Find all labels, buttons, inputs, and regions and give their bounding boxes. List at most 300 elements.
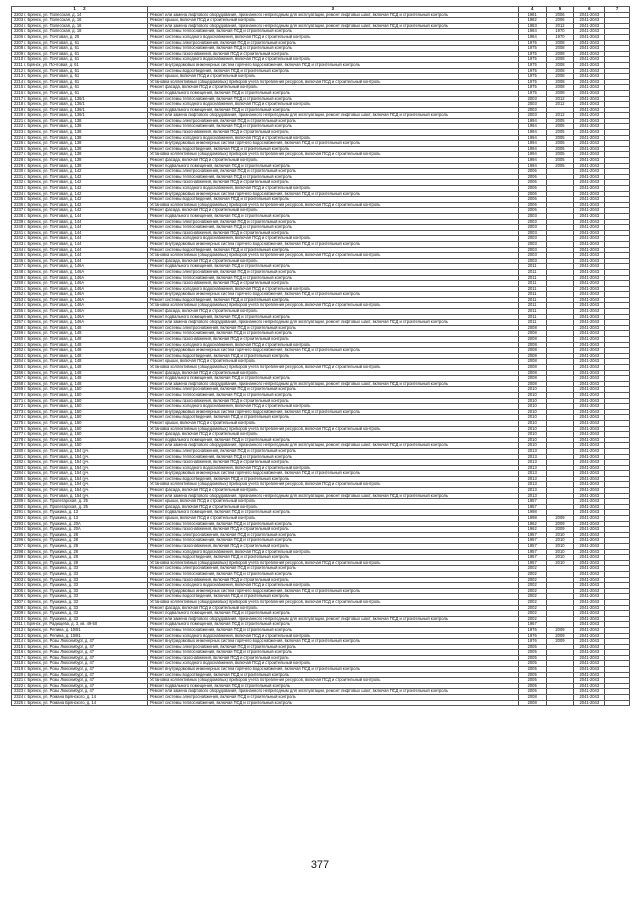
planned-period-cell: 2041-2043 [574, 275, 605, 281]
year-built-cell: 2005 [518, 672, 546, 678]
year-built-cell: 1998 [518, 516, 546, 522]
row-number: 2221 [14, 118, 24, 123]
work-type-cell: Ремонт системы электроснабжения, включая ПСД и строительный контроль [147, 40, 518, 46]
planned-period-cell: 2041-2043 [574, 566, 605, 572]
planned-period-cell: 2041-2043 [574, 169, 605, 175]
year-built-cell: 2003 [518, 253, 546, 259]
year-built-cell: 1994 [518, 146, 546, 152]
address: г. Брянск, ул. Розы Люксембург, д. 47 [24, 660, 95, 666]
address: г. Брянск, ул. Почтовая, д. 136/1 [24, 101, 85, 107]
work-type-cell: Ремонт системы теплоснабжения, включая ПСД и строительный контроль [147, 331, 518, 337]
last-repair-year-cell: 2005 [546, 130, 574, 136]
work-type-cell: Ремонт системы газоснабжения, включая ПСД и строительный контроль [147, 527, 518, 533]
planned-period-cell: 2041-2043 [574, 689, 605, 695]
row-number: 2228 [14, 157, 24, 163]
work-type-cell: Ремонт системы холодного водоснабжения, включая ПСД и строительный контроль [147, 236, 518, 242]
address: г. Брянск, ул. Почтовая, д. 61 [23, 62, 79, 67]
row-number: 2204 [14, 23, 24, 28]
row-number: 2318 [14, 660, 24, 666]
last-repair-year-cell: 2008 [546, 74, 574, 80]
address: г. Брянск, ул. Почтовая, д. 144 [24, 219, 82, 224]
row-number: 2213 [14, 73, 24, 79]
address: г. Брянск, ул. Почтовая, д. 138 [24, 118, 82, 123]
work-type-cell: Ремонт системы теплоснабжения, включая ПСД и строительный контроль [147, 225, 518, 231]
year-built-cell: 2003 [518, 230, 546, 236]
address: г. Брянск, ул. Почтовая, д. 150 [24, 386, 82, 392]
row-number: 2314 [14, 638, 24, 644]
row-number: 2254 [14, 302, 24, 308]
work-type-cell: Ремонт системы электроснабжения, включая ПСД и строительный контроль [147, 269, 518, 275]
work-type-cell: Ремонт внутридомовых инженерных систем горячего водоснабжения, включая ПСД и строительный контроль [147, 588, 518, 594]
planned-period-cell: 2041-2043 [574, 236, 605, 242]
work-type-cell: Ремонт системы холодного водоснабжения, включая ПСД и строительный контроль [147, 135, 518, 141]
address: г. Брянск, ул. Почтовая, д. 154 (уч. [24, 459, 90, 465]
address: г. Брянск, ул. Почтовая, д. 150 [24, 414, 82, 420]
last-repair-year-cell: 2009 [546, 521, 574, 527]
work-type-cell: Ремонт системы теплоснабжения, включая ПСД и строительный контроль [147, 392, 518, 398]
year-built-cell: 2002 [518, 599, 546, 605]
work-type-cell: Ремонт системы водоотведения, включая ПСД и строительный контроль [147, 594, 518, 600]
year-built-cell: 1984 [518, 34, 546, 40]
planned-period-cell: 2041-2043 [574, 124, 605, 130]
last-repair-year-cell: 2009 [546, 627, 574, 633]
work-type-cell: Ремонт внутридомовых инженерных систем горячего водоснабжения, включая ПСД и строительный контроль [147, 62, 518, 68]
row-number: 2291 [14, 509, 24, 515]
work-type-cell: Ремонт крыши, включая ПСД и строительный контроль [147, 420, 518, 426]
year-built-cell: 2003 [518, 241, 546, 247]
address: г. Брянск, ул. Романа Брянского, д. 14 [24, 694, 96, 700]
year-built-cell: 1994 [518, 163, 546, 169]
planned-period-cell: 2041-2043 [574, 544, 605, 550]
work-type-cell: Ремонт системы холодного водоснабжения, включая ПСД и строительный контроль [147, 549, 518, 555]
last-repair-year-cell: 2005 [546, 118, 574, 124]
row-number: 2247 [14, 263, 24, 269]
planned-period-cell: 2041-2043 [574, 40, 605, 46]
row-number: 2272 [14, 403, 24, 409]
address: г. Брянск, ул. Почтовая, д. 154 (уч. [24, 454, 90, 459]
work-type-cell: Ремонт или замена лифтового оборудования, признанного непригодным для эксплуатации, ремонт лифтовых шахт, включая ПСД и строительный контроль [147, 443, 518, 449]
year-built-cell: 1957 [518, 544, 546, 550]
year-built-cell: 2011 [518, 281, 546, 287]
row-number: 2231 [14, 174, 24, 179]
planned-period-cell: 2041-2043 [574, 46, 605, 52]
work-type-cell: Ремонт подвального помещения, включая ПСД и строительный контроль [147, 611, 518, 617]
row-number: 2281 [14, 454, 24, 459]
row-number: 2290 [14, 504, 24, 509]
row-number: 2321 [14, 677, 24, 683]
planned-period-cell: 2041-2043 [574, 555, 605, 561]
work-type-cell: Ремонт системы электроснабжения, включая ПСД и строительный контроль [147, 644, 518, 650]
row-number: 2305 [14, 588, 24, 593]
year-built-cell: 1984 [518, 29, 546, 35]
planned-period-cell: 2041-2043 [574, 309, 605, 315]
planned-period-cell: 2041-2043 [574, 68, 605, 74]
year-built-cell: 1975 [518, 79, 546, 85]
row-number: 2226 [14, 146, 24, 151]
address: г. Брянск, ул. Почтовая, д. 146А [24, 302, 85, 308]
address: г. Брянск, ул. Почтовая, д. 138 [24, 129, 82, 135]
work-type-cell: Ремонт внутридомовых инженерных систем горячего водоснабжения, включая ПСД и строительный контроль [147, 141, 518, 147]
work-type-cell: Ремонт подвального помещения, включая ПСД и строительный контроль [147, 107, 518, 113]
last-repair-year-cell: 2009 [546, 639, 574, 645]
row-number: 2287 [14, 487, 24, 493]
year-built-cell: 2008 [518, 370, 546, 376]
address: г. Брянск, ул. Почтовая, д. 144 [24, 258, 82, 263]
year-built-cell: 1957 [518, 549, 546, 555]
planned-period-cell: 2041-2043 [574, 57, 605, 63]
year-built-cell: 1994 [518, 141, 546, 147]
work-type-cell: Ремонт системы газоснабжения, включая ПСД и строительный контроль [147, 230, 518, 236]
last-repair-year-cell: 2008 [546, 40, 574, 46]
row-number: 2235 [14, 196, 24, 202]
planned-period-cell: 2041-2043 [574, 683, 605, 689]
address: г. Брянск, ул. Пролетарская, д. 25 [24, 498, 88, 504]
planned-period-cell: 2041-2043 [574, 320, 605, 326]
planned-period-cell: 2041-2043 [574, 102, 605, 108]
year-built-cell: 2003 [518, 113, 546, 119]
address: г. Брянск, ул. Почтовая, д. 154 (уч. [24, 448, 90, 453]
row-number: 2284 [14, 470, 24, 476]
address: г. Брянск, ул. Почтовая, д. 146А [24, 275, 85, 280]
planned-period-cell: 2041-2043 [574, 482, 605, 488]
address: г. Брянск, ул. Почтовая, д. 61 [24, 79, 80, 84]
work-type-cell: Установка коллективных (общедомовых) приборов учета потребления ресурсов, включая ПСД и строительный контроль [147, 482, 518, 488]
row-number: 2316 [14, 649, 24, 655]
row-number: 2258 [14, 325, 24, 330]
address: г. Брянск, ул. Пушкина, д. 28 [24, 554, 79, 560]
work-type-cell: Ремонт системы холодного водоснабжения, включая ПСД и строительный контроль [147, 404, 518, 410]
address: г. Брянск, ул. Розы Люксембург, д. 47 [24, 677, 95, 683]
work-type-cell: Ремонт фасада, включая ПСД и строительный контроль [147, 85, 518, 91]
last-repair-year-cell: 2010 [546, 549, 574, 555]
row-number: 2277 [14, 431, 24, 437]
work-type-cell: Ремонт системы водоотведения, включая ПСД и строительный контроль [147, 415, 518, 421]
address: г. Брянск, ул. Почтовая, д. 154 (уч. [24, 487, 90, 493]
year-built-cell: 2008 [518, 337, 546, 343]
work-type-cell: Ремонт системы водоотведения, включая ПСД и строительный контроль [147, 68, 518, 74]
address: г. Брянск, ул. Почтовая, д. 150 [24, 437, 82, 442]
planned-period-cell: 2041-2043 [574, 639, 605, 645]
work-type-cell: Ремонт фасада, включая ПСД и строительный контроль [147, 504, 518, 510]
year-built-cell: 2005 [518, 678, 546, 684]
planned-period-cell: 2041-2043 [574, 454, 605, 460]
planned-period-cell: 2041-2043 [574, 577, 605, 583]
address: г. Брянск, ул. Розы Люксембург, д. 47 [24, 666, 95, 672]
planned-period-cell: 2041-2043 [574, 96, 605, 102]
work-type-cell: Ремонт крыши, включая ПСД и строительный контроль [147, 499, 518, 505]
planned-period-cell: 2041-2043 [574, 516, 605, 522]
planned-period-cell: 2041-2043 [574, 611, 605, 617]
address: г. Брянск, ул. Почтовая, д. 150 [24, 431, 82, 437]
year-built-cell: 2002 [518, 605, 546, 611]
row-number: 2299 [14, 554, 24, 560]
work-type-cell: Ремонт подвального помещения, включая ПСД и строительный контроль [147, 437, 518, 443]
planned-period-cell: 2041-2043 [574, 208, 605, 214]
work-type-cell: Ремонт или замена лифтового оборудования, признанного непригодным для эксплуатации, ремонт лифтовых шахт, включая ПСД и строительный контроль [147, 689, 518, 695]
planned-period-cell: 2041-2043 [574, 404, 605, 410]
address: г. Брянск, ул. Радищева, д. 3, кв. 49-50 [23, 621, 98, 627]
year-built-cell: 2011 [518, 292, 546, 298]
year-built-cell: 2003 [518, 213, 546, 219]
address: г. Брянск, ул. Почтовая, д. 138 [24, 157, 82, 163]
planned-period-cell: 2041-2043 [574, 667, 605, 673]
address: г. Брянск, ул. Пушкина, д. 33 [24, 599, 79, 604]
planned-period-cell: 2041-2043 [574, 633, 605, 639]
work-type-cell: Ремонт системы газоснабжения, включая ПСД и строительный контроль [147, 180, 518, 186]
work-type-cell: Ремонт системы холодного водоснабжения, включая ПСД и строительный контроль [147, 102, 518, 108]
row-number: 2260 [14, 336, 24, 342]
work-type-cell: Установка коллективных (общедомовых) приборов учета потребления ресурсов, включая ПСД и строительный контроль [147, 678, 518, 684]
year-built-cell: 1975 [518, 85, 546, 91]
year-built-cell: 1962 [518, 521, 546, 527]
address: г. Брянск, ул. Почтовая, д. 150 [24, 392, 82, 397]
year-built-cell: 2010 [518, 392, 546, 398]
row-number: 2208 [14, 45, 24, 51]
row-number: 2268 [14, 381, 24, 386]
year-built-cell: 2003 [518, 225, 546, 231]
last-repair-year-cell: 2012 [546, 113, 574, 119]
last-repair-year-cell: 2005 [546, 146, 574, 152]
row-number: 2222 [14, 123, 24, 129]
year-built-cell: 2006 [518, 174, 546, 180]
work-type-cell: Ремонт системы водоотведения, включая ПСД и строительный контроль [147, 197, 518, 203]
address: г. Брянск, ул. Почтовая, д. 142 [24, 185, 82, 190]
address: г. Брянск, ул. Почтовая, д. 148 [24, 336, 82, 342]
row-number: 2215 [14, 84, 24, 90]
planned-period-cell: 2041-2043 [574, 180, 605, 186]
row-number: 2283 [14, 465, 24, 470]
work-type-cell: Ремонт подвального помещения, включая ПСД и строительный контроль [147, 90, 518, 96]
year-built-cell: 2003 [518, 247, 546, 253]
address: г. Брянск, ул. Почтовая, д. 154 (уч. [24, 476, 90, 481]
address: г. Брянск, ул. Репина, д. 10/81 [24, 627, 81, 632]
row-number: 2217 [14, 96, 24, 101]
row-number: 2303 [14, 577, 24, 582]
address: г. Брянск, ул. Почтовая, д. 148 [24, 325, 82, 330]
year-built-cell: 2010 [518, 415, 546, 421]
address: г. Брянск, ул. Пушкина, д. 13 [24, 509, 79, 515]
planned-period-cell: 2041-2043 [574, 18, 605, 24]
row-number: 2242 [14, 235, 24, 241]
work-type-cell: Ремонт подвального помещения, включая ПСД и строительный контроль [147, 510, 518, 516]
address: г. Брянск, ул. Розы Люксембург, д. 47 [24, 672, 95, 677]
year-built-cell: 1957 [518, 555, 546, 561]
year-built-cell: 2005 [518, 655, 546, 661]
address: г. Брянск, ул. Почтовая, д. 144 [24, 224, 82, 230]
address: г. Брянск, ул. Почтовая, д. 150 [24, 409, 82, 414]
last-repair-year-cell: 2008 [546, 51, 574, 57]
address: г. Брянск, ул. Почтовая, д. 138 [24, 135, 82, 140]
planned-period-cell: 2041-2043 [574, 426, 605, 432]
year-built-cell: 2002 [518, 611, 546, 617]
planned-period-cell: 2041-2043 [574, 415, 605, 421]
year-built-cell: 2003 [518, 236, 546, 242]
planned-period-cell: 2041-2043 [574, 281, 605, 287]
header-col-5: 5 [546, 7, 574, 13]
address: г. Брянск, ул. Почтовая, д. 150 [24, 403, 82, 409]
address: г. Брянск, ул. Пушкина, д. 33 [24, 588, 79, 593]
year-built-cell: 2006 [518, 186, 546, 192]
address: г. Брянск, ул. Репина, д. 10/81 [24, 633, 81, 638]
year-built-cell: 2002 [518, 616, 546, 622]
year-built-cell: 2008 [518, 353, 546, 359]
planned-period-cell: 2041-2043 [574, 627, 605, 633]
work-type-cell: Ремонт системы газоснабжения, включая ПСД и строительный контроль [147, 51, 518, 57]
planned-period-cell: 2041-2043 [574, 599, 605, 605]
planned-period-cell: 2041-2043 [574, 197, 605, 203]
planned-period-cell: 2041-2043 [574, 504, 605, 510]
address: г. Брянск, ул. Почтовая, д. 142 [24, 202, 82, 207]
last-repair-year-cell: 2010 [546, 538, 574, 544]
planned-period-cell: 2041-2043 [574, 12, 605, 18]
last-repair-year-cell: 2008 [546, 85, 574, 91]
address: г. Брянск, ул. Пушкина, д. 33 [24, 565, 79, 571]
work-type-cell: Ремонт подвального помещения, включая ПСД и строительный контроль [147, 683, 518, 689]
planned-period-cell: 2041-2043 [574, 443, 605, 449]
work-type-cell: Ремонт подвального помещения, включая ПСД и строительный контроль [147, 264, 518, 270]
year-built-cell: 2013 [518, 488, 546, 494]
planned-period-cell: 2041-2043 [574, 113, 605, 119]
planned-period-cell: 2041-2043 [574, 292, 605, 298]
work-type-cell: Ремонт системы газоснабжения, включая ПСД и строительный контроль [147, 544, 518, 550]
planned-period-cell: 2041-2043 [574, 376, 605, 382]
address: г. Брянск, ул. Почтовая, д. 150 [24, 426, 82, 431]
planned-period-cell: 2041-2043 [574, 23, 605, 29]
planned-period-cell: 2041-2043 [574, 85, 605, 91]
year-built-cell: 1976 [518, 633, 546, 639]
planned-period-cell: 2041-2043 [574, 141, 605, 147]
planned-period-cell: 2041-2043 [574, 527, 605, 533]
year-built-cell: 2005 [518, 644, 546, 650]
work-type-cell: Ремонт системы теплоснабжения, включая ПСД и строительный контроль [147, 454, 518, 460]
work-type-cell: Ремонт системы водоотведения, включая ПСД и строительный контроль [147, 672, 518, 678]
year-built-cell: 2011 [518, 314, 546, 320]
last-repair-year-cell: 2010 [546, 555, 574, 561]
planned-period-cell: 2041-2043 [574, 409, 605, 415]
address: г. Брянск, ул. Почтовая, д. 148 [24, 364, 82, 369]
row-number: 2308 [14, 605, 24, 610]
work-type-cell: Установка коллективных (общедомовых) приборов учета потребления ресурсов, включая ПСД и строительный контроль [147, 599, 518, 605]
planned-period-cell: 2041-2043 [574, 538, 605, 544]
work-type-cell: Ремонт фасада, включая ПСД и строительный контроль [147, 258, 518, 264]
row-number: 2324 [14, 694, 24, 700]
year-built-cell: 2010 [518, 426, 546, 432]
work-type-cell: Ремонт системы теплоснабжения, включая ПСД и строительный контроль [147, 650, 518, 656]
year-built-cell: 1957 [518, 538, 546, 544]
row-number: 2241 [14, 230, 24, 235]
planned-period-cell: 2041-2043 [574, 174, 605, 180]
year-built-cell: 2002 [518, 594, 546, 600]
work-type-cell: Ремонт системы водоотведения, включая ПСД и строительный контроль [147, 555, 518, 561]
year-built-cell: 2002 [518, 588, 546, 594]
address: г. Брянск, ул. Пушкина, д. 33 [24, 577, 79, 582]
row-number: 2280 [14, 448, 24, 453]
row-number: 2216 [14, 90, 24, 95]
address: г. Брянск, ул. Почтовая, д. 142 [24, 179, 82, 185]
row-number-address-cell [12, 700, 148, 706]
address: г. Брянск, ул. Почтовая, д. 142 [24, 168, 82, 174]
planned-period-cell: 2041-2043 [574, 432, 605, 438]
address: г. Брянск, ул. Почтовая, д. 61 [24, 90, 80, 95]
last-repair-year-cell: 2005 [546, 141, 574, 147]
planned-period-cell: 2041-2043 [574, 588, 605, 594]
address: г. Брянск, ул. Пушкина, д. 33 [24, 571, 79, 576]
planned-period-cell: 2041-2043 [574, 118, 605, 124]
year-built-cell: 2005 [518, 667, 546, 673]
planned-period-cell: 2041-2043 [574, 152, 605, 158]
row-number: 2219 [14, 107, 24, 112]
row-number: 2250 [14, 280, 24, 286]
row-number: 2269 [14, 386, 24, 392]
row-number: 2233 [14, 185, 24, 190]
work-type-cell: Ремонт системы холодного водоснабжения, включая ПСД и строительный контроль [147, 57, 518, 63]
address: г. Брянск, ул. Почтовая, д. 61 [24, 84, 80, 90]
work-type-cell: Ремонт системы холодного водоснабжения, включая ПСД и строительный контроль [147, 34, 518, 40]
planned-period-cell: 2041-2043 [574, 549, 605, 555]
planned-period-cell: 2041-2043 [574, 342, 605, 348]
year-built-cell: 2010 [518, 437, 546, 443]
work-type-cell: Ремонт системы водоотведения, включая ПСД и строительный контроль [147, 247, 518, 253]
last-repair-year-cell: 2009 [546, 516, 574, 522]
row-number: 2296 [14, 537, 24, 543]
address: г. Брянск, ул. Розы Люксембург, д. 47 [24, 644, 95, 649]
row-number: 2279 [14, 442, 24, 448]
row-number: 2302 [14, 571, 24, 576]
year-built-cell: 2005 [518, 650, 546, 656]
address: г. Брянск, ул. Почтовая, д. 146А [24, 319, 85, 325]
year-built-cell: 2003 [518, 102, 546, 108]
row-number: 2245 [14, 252, 24, 258]
row-number: 2249 [14, 275, 24, 280]
planned-period-cell: 2041-2043 [574, 303, 605, 309]
planned-period-cell: 2041-2043 [574, 622, 605, 628]
last-repair-year-cell: 2008 [546, 68, 574, 74]
header-col-6: 6 [574, 7, 605, 13]
year-built-cell: 2011 [518, 303, 546, 309]
address: г. Брянск, ул. Почтовая, д. 138 [24, 146, 82, 151]
work-type-cell: Ремонт или замена лифтового оборудования, признанного непригодным для эксплуатации, ремонт лифтовых шахт, включая ПСД и строительный контроль [147, 616, 518, 622]
last-repair-year-cell: 2005 [546, 158, 574, 164]
row-number: 2275 [14, 420, 24, 425]
row-number: 2244 [14, 247, 24, 252]
address: г. Брянск, ул. Почтовая, д. 150 [24, 420, 82, 425]
row-number: 2285 [14, 476, 24, 481]
planned-period-cell: 2041-2043 [574, 616, 605, 622]
row-number: 2251 [14, 286, 24, 291]
year-built-cell: 2008 [518, 331, 546, 337]
row-number: 2310 [14, 616, 24, 621]
work-type-cell: Ремонт системы газоснабжения, включая ПСД и строительный контроль [147, 655, 518, 661]
planned-period-cell: 2041-2043 [574, 230, 605, 236]
planned-period-cell: 2041-2043 [574, 398, 605, 404]
row-number: 2234 [14, 191, 24, 196]
work-type-cell: Ремонт системы холодного водоснабжения, включая ПСД и строительный контроль [147, 661, 518, 667]
planned-period-cell: 2041-2043 [574, 392, 605, 398]
address: г. Брянск, ул. Почтовая, д. 148 [24, 375, 82, 381]
address: г. Брянск, ул. Почтовая, д. 146А [24, 314, 85, 319]
work-type-cell: Ремонт системы холодного водоснабжения, включая ПСД и строительный контроль [147, 342, 518, 348]
planned-period-cell: 2041-2043 [574, 655, 605, 661]
row-number: 2207 [14, 40, 24, 45]
planned-period-cell: 2041-2043 [574, 337, 605, 343]
address: г. Брянск, ул. Почтовая, д. 148 [24, 353, 82, 358]
work-type-cell: Ремонт системы водоотведения, включая ПСД и строительный контроль [147, 476, 518, 482]
address: г. Брянск, ул. Почтовая, д. 146А [24, 297, 85, 302]
work-type-cell: Ремонт системы электроснабжения, включая ПСД и строительный контроль [147, 532, 518, 538]
year-built-cell: 2013 [518, 482, 546, 488]
address: г. Брянск, ул. Пушкина, д. 28 [24, 560, 79, 565]
planned-period-cell: 2041-2043 [574, 348, 605, 354]
